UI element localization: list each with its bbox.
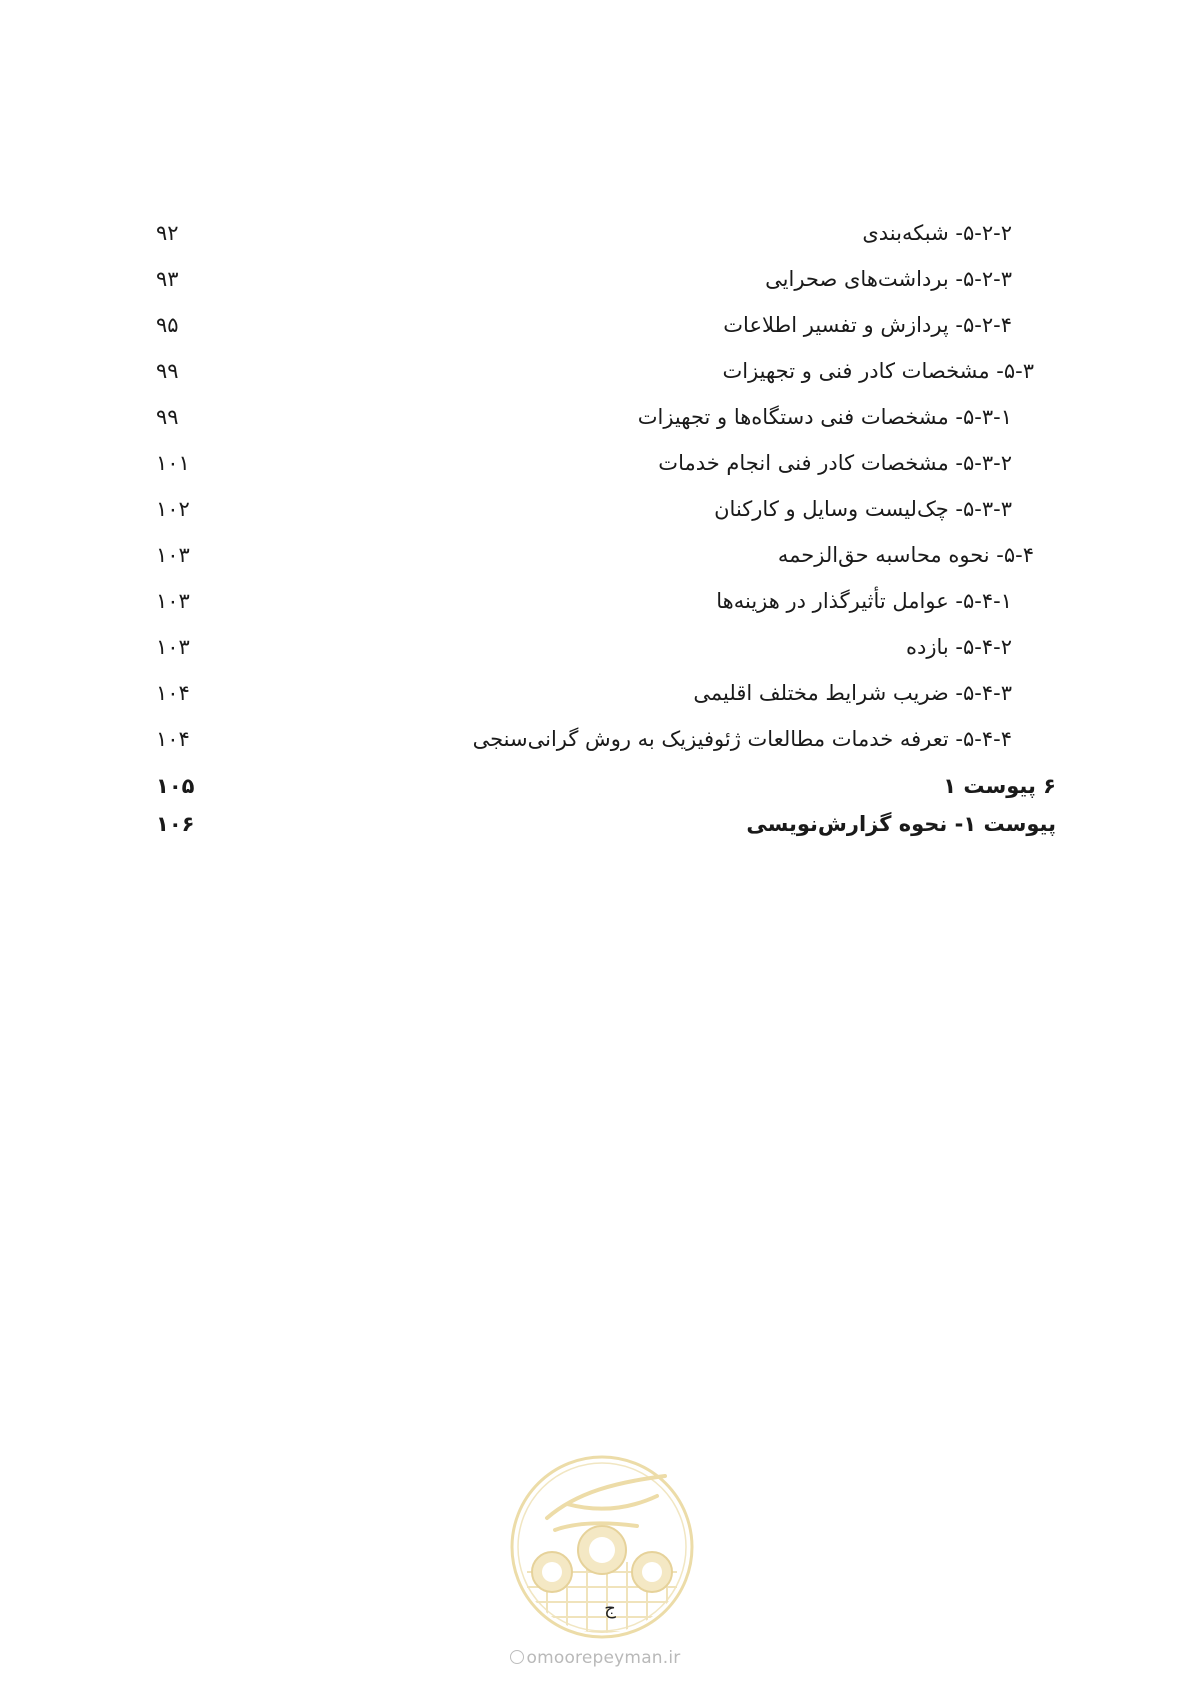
toc-entry[interactable] xyxy=(150,624,1060,670)
toc-entry-page: ۱۰۴ xyxy=(156,681,190,705)
toc-entry-page: ۱۰۲ xyxy=(156,497,190,521)
toc-entry-page: ۱۰۱ xyxy=(156,451,190,475)
toc-entry-page: ۱۰۳ xyxy=(156,635,190,659)
toc-entry[interactable] xyxy=(150,210,1060,256)
globe-icon xyxy=(510,1650,524,1664)
toc-entry-page: ۱۰۴ xyxy=(156,727,190,751)
toc-entry[interactable] xyxy=(150,302,1060,348)
toc-entry-page: ۱۰۶ xyxy=(156,812,195,836)
toc-entry-title: ۵-۳-۱- مشخصات فنی دستگاه‌ها و تجهیزات xyxy=(637,405,1012,429)
toc-entry-page: ۱۰۳ xyxy=(156,589,190,613)
website-watermark xyxy=(0,1648,1191,1668)
toc-entry[interactable] xyxy=(150,716,1060,762)
website-url: omoorepeyman.ir xyxy=(526,1648,681,1668)
page-number: ج xyxy=(604,1598,616,1619)
toc-entry-title: ۵-۴-۲- بازده xyxy=(906,635,1012,659)
toc-entry[interactable] xyxy=(150,348,1060,394)
toc-entry-title: پیوست ۱- نحوه گزارش‌نویسی xyxy=(746,812,1056,836)
toc-entry-page: ۹۵ xyxy=(156,313,179,337)
toc-entry[interactable] xyxy=(150,801,1060,847)
toc-entry-title: ۵-۲-۲- شبکه‌بندی xyxy=(862,221,1012,245)
toc-entry-title: ۵-۴-۱- عوامل تأثیرگذار در هزینه‌ها xyxy=(716,589,1012,613)
toc-entry-title: ۵-۲-۴- پردازش و تفسیر اطلاعات xyxy=(723,313,1012,337)
toc-entry-title: ۵-۴-۳- ضریب شرایط مختلف اقلیمی xyxy=(693,681,1012,705)
toc-entry[interactable] xyxy=(150,670,1060,716)
toc-entry-title: ۵-۴- نحوه محاسبه حق‌الزحمه xyxy=(777,543,1034,567)
toc-entry-page: ۱۰۵ xyxy=(156,774,195,798)
toc-entry[interactable] xyxy=(150,256,1060,302)
toc-entry-title: ۵-۳- مشخصات کادر فنی و تجهیزات xyxy=(722,359,1034,383)
toc-entry-title: ۵-۳-۳- چک‌لیست وسایل و کارکنان xyxy=(714,497,1012,521)
toc-entry-page: ۹۳ xyxy=(156,267,179,291)
toc-entry[interactable] xyxy=(150,394,1060,440)
toc-entry[interactable] xyxy=(150,440,1060,486)
toc-entry[interactable] xyxy=(150,486,1060,532)
toc-entry[interactable] xyxy=(150,532,1060,578)
toc-entry-page: ۹۹ xyxy=(156,359,179,383)
toc-entry-title: ۶ پیوست ۱ xyxy=(943,774,1056,798)
toc-entry-title: ۵-۳-۲- مشخصات کادر فنی انجام خدمات xyxy=(658,451,1012,475)
toc-entry[interactable] xyxy=(150,578,1060,624)
toc-entry-page: ۹۲ xyxy=(156,221,179,245)
toc-entry-title: ۵-۲-۳- برداشت‌های صحرایی xyxy=(765,267,1012,291)
toc-entry-title: ۵-۴-۴- تعرفه خدمات مطالعات ژئوفیزیک به روش گرانی‌سنجی xyxy=(472,727,1012,751)
toc-entry-page: ۹۹ xyxy=(156,405,179,429)
toc-entry-page: ۱۰۳ xyxy=(156,543,190,567)
